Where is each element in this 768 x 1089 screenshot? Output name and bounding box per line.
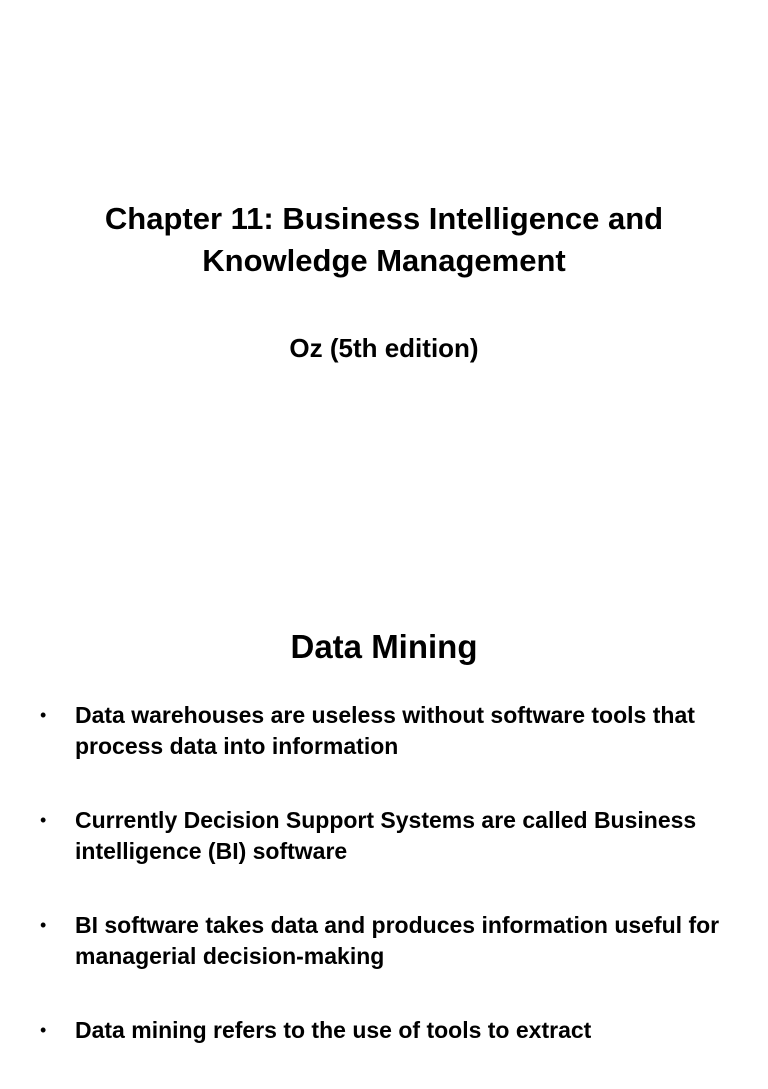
bullet-list [40,700,740,1089]
list-item [40,910,740,972]
bullet-icon: • [40,1020,47,1040]
bullet-text: Currently Decision Support Systems are called Business intelligence (BI) software [75,807,697,864]
bullet-icon: • [40,915,47,935]
edition-subtitle: Oz (5th edition) [289,333,479,363]
bullet-text: Data mining refers to the use of tools to extract [75,1017,592,1043]
bullet-text: Data warehouses are useless without software tools that process data into information [75,702,695,759]
bullet-icon: • [40,705,47,725]
bullet-text: BI software takes data and produces information useful for managerial decision-making [75,912,720,969]
list-item [40,1015,740,1046]
bullet-icon: • [40,810,47,830]
list-item [40,700,740,762]
data-mining-slide [0,560,768,1043]
list-item [40,805,740,867]
section-heading: Data Mining [290,628,478,665]
chapter-title: Chapter 11: Business Intelligence and Knowledge Management [104,201,664,278]
